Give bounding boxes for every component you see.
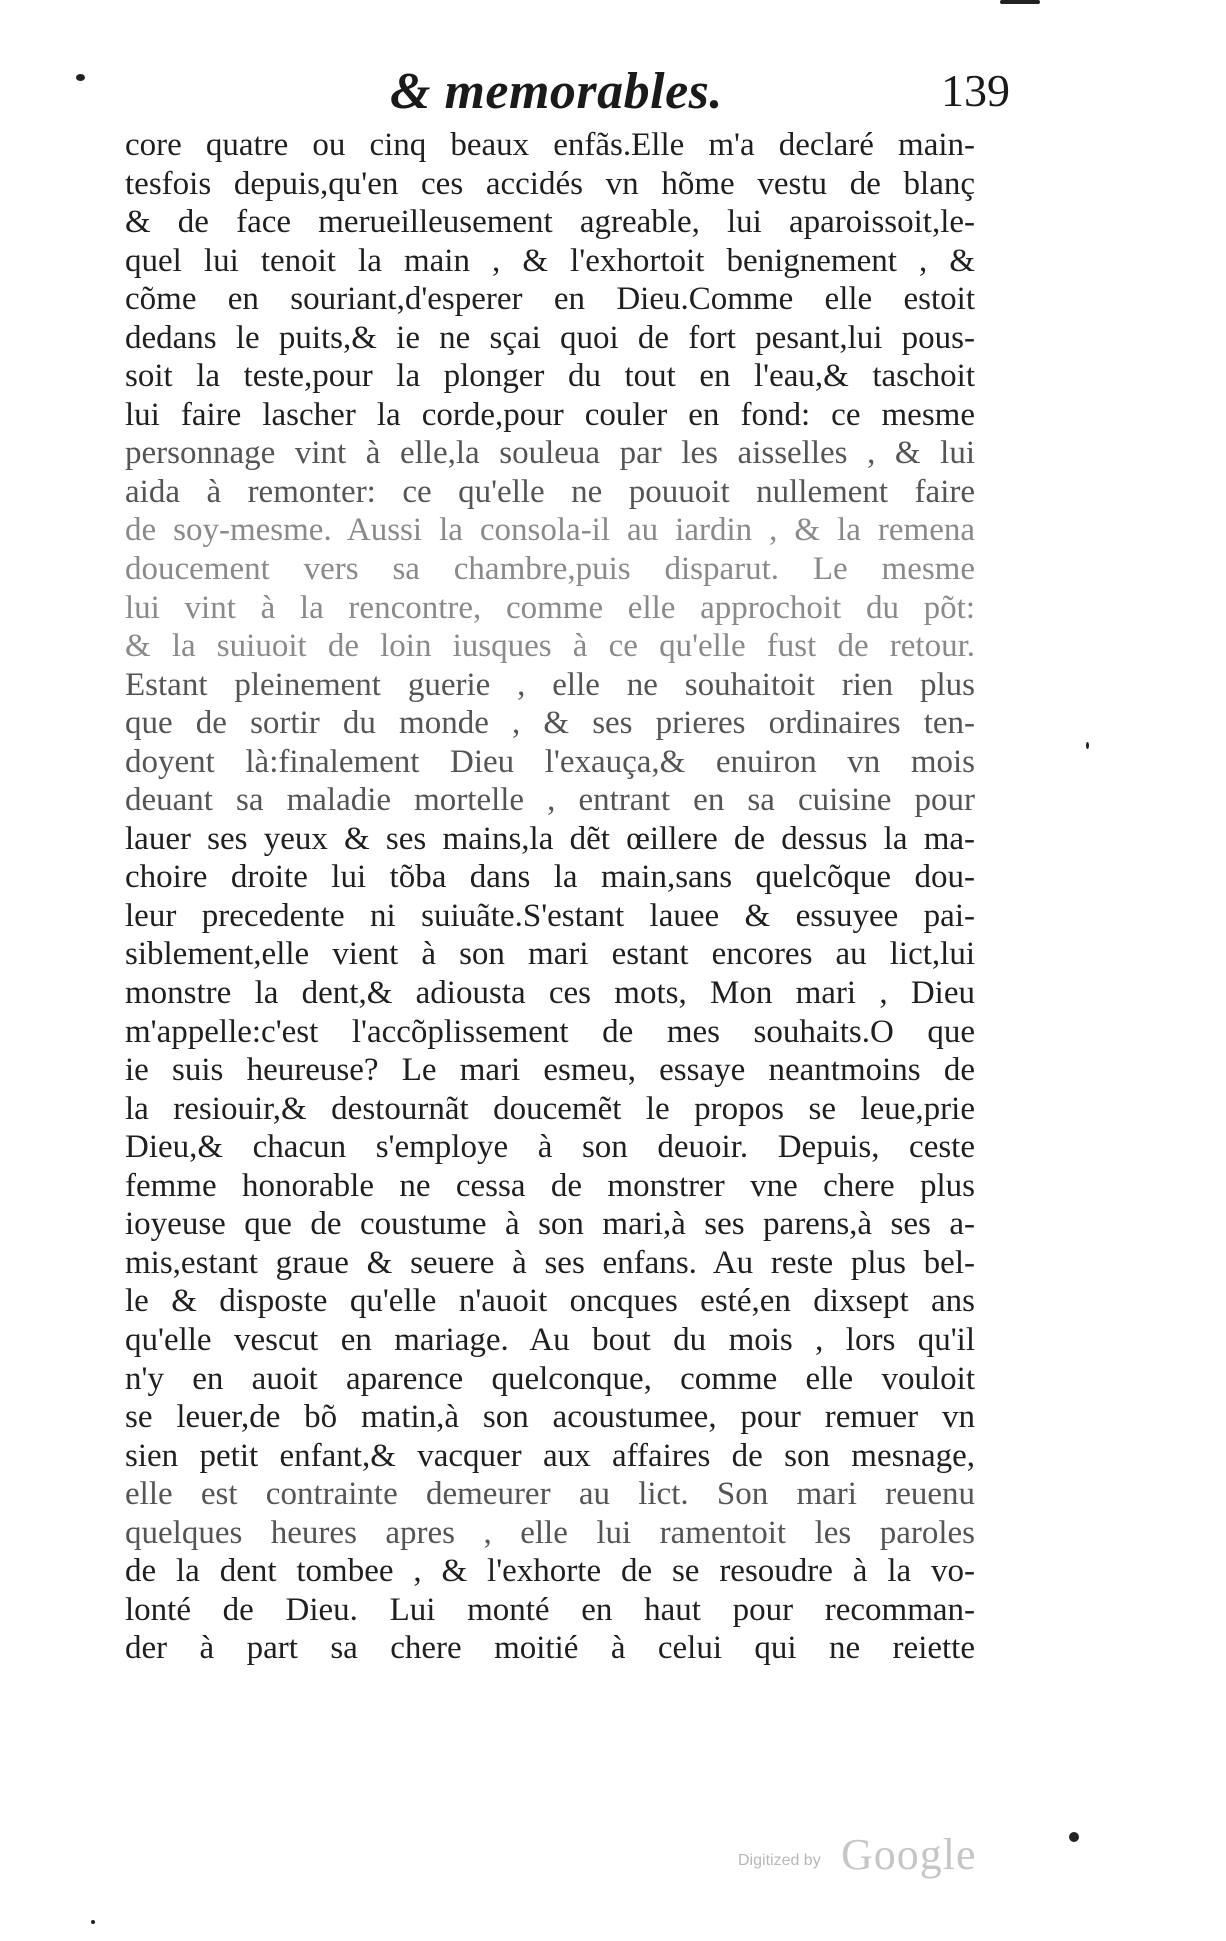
text-line: ioyeuse que de coustume à son mari,à ses parens,à ses a- xyxy=(125,1206,975,1243)
text-line: choire droite lui tõba dans la main,sans quelcõque dou- xyxy=(125,859,975,896)
text-line: sien petit enfant,& vacquer aux affaires de son mesnage, xyxy=(125,1437,975,1474)
text-line: & la suiuoit de loin iusques à ce qu'elle fust de retour. xyxy=(125,628,975,665)
text-line: dedans le puits,& ie ne sçai quoi de fort pesant,lui pous- xyxy=(125,319,975,356)
text-line: se leuer,de bõ matin,à son acoustumee, pour remuer vn xyxy=(125,1399,975,1436)
text-line: personnage vint à elle,la souleua par les aisselles , & lui xyxy=(125,435,975,472)
text-line: core quatre ou cinq beaux enfãs.Elle m'a declaré main- xyxy=(125,127,975,163)
text-line: lonté de Dieu. Lui monté en haut pour recomman- xyxy=(125,1591,975,1628)
text-line: & de face merueilleusement agreable, lui aparoissoit,le- xyxy=(125,204,975,241)
scan-speck xyxy=(76,74,85,81)
text-line: lui faire lascher la corde,pour couler en fond: ce mesme xyxy=(125,396,975,433)
text-line: deuant sa maladie mortelle , entrant en sa cuisine pour xyxy=(125,782,975,819)
text-line: que de sortir du monde , & ses prieres ordinaires ten- xyxy=(125,705,975,742)
text-line: lauer ses yeux & ses mains,la dẽt œillere de dessus la ma- xyxy=(125,820,975,857)
text-line: Estant pleinement guerie , elle ne souhaitoit rien plus xyxy=(125,666,975,703)
text-line: tesfois depuis,qu'en ces accidés vn hõme vestu de blanç xyxy=(125,165,975,202)
text-line: cõme en souriant,d'esperer en Dieu.Comme elle estoit xyxy=(125,281,975,318)
scan-speck xyxy=(91,1920,95,1924)
running-title: & memorables. xyxy=(390,63,723,120)
digitization-watermark xyxy=(738,1820,988,1880)
text-line: qu'elle vescut en mariage. Au bout du mois , lors qu'il xyxy=(125,1321,975,1358)
text-line: quel lui tenoit la main , & l'exhortoit benignement , & xyxy=(125,242,975,279)
scan-speck xyxy=(1000,0,1040,4)
watermark-prefix: Digitized by xyxy=(738,1852,821,1869)
page-header xyxy=(390,62,1010,132)
scan-speck xyxy=(1086,742,1089,749)
text-line: doucement vers sa chambre,puis disparut. Le mesme xyxy=(125,551,975,588)
text-line: la resiouir,& destournãt doucemẽt le propos se leue,prie xyxy=(125,1090,975,1127)
page-number: 139 xyxy=(941,65,1010,116)
text-line: Dieu,& chacun s'employe à son deuoir. Depuis, ceste xyxy=(125,1129,975,1166)
text-line: de la dent tombee , & l'exhorte de se resoudre à la vo- xyxy=(125,1553,975,1590)
text-line: aida à remonter: ce qu'elle ne pouuoit nullement faire xyxy=(125,473,975,510)
text-line: mis,estant graue & seuere à ses enfans. Au reste plus bel- xyxy=(125,1244,975,1281)
text-line: de soy-mesme. Aussi la consola-il au iardin , & la remena xyxy=(125,512,975,549)
text-line: le & disposte qu'elle n'auoit oncques esté,en dixsept ans xyxy=(125,1283,975,1320)
text-line: femme honorable ne cessa de monstrer vne chere plus xyxy=(125,1167,975,1204)
body-text xyxy=(125,126,975,1668)
text-line: doyent là:finalement Dieu l'exauça,& enuiron vn mois xyxy=(125,743,975,780)
text-line: der à part sa chere moitié à celui qui ne reiette xyxy=(125,1630,975,1667)
text-line: m'appelle:c'est l'accõplissement de mes souhaits.O que xyxy=(125,1013,975,1050)
scan-speck xyxy=(1069,1832,1079,1842)
text-line: lui vint à la rencontre, comme elle approchoit du põt: xyxy=(125,589,975,626)
text-line: leur precedente ni suiuãte.S'estant lauee & essuyee pai- xyxy=(125,897,975,934)
text-line: quelques heures apres , elle lui ramentoit les paroles xyxy=(125,1514,975,1551)
text-line: ie suis heureuse? Le mari esmeu, essaye neantmoins de xyxy=(125,1052,975,1089)
text-line: soit la teste,pour la plonger du tout en l'eau,& taschoit xyxy=(125,358,975,395)
text-line: n'y en auoit aparence quelconque, comme elle vouloit xyxy=(125,1360,975,1397)
text-line: siblement,elle vient à son mari estant encores au lict,lui xyxy=(125,936,975,973)
watermark-brand: Google xyxy=(841,1830,977,1879)
text-line: monstre la dent,& adiousta ces mots, Mon mari , Dieu xyxy=(125,975,975,1012)
text-line: elle est contrainte demeurer au lict. Son mari reuenu xyxy=(125,1476,975,1513)
